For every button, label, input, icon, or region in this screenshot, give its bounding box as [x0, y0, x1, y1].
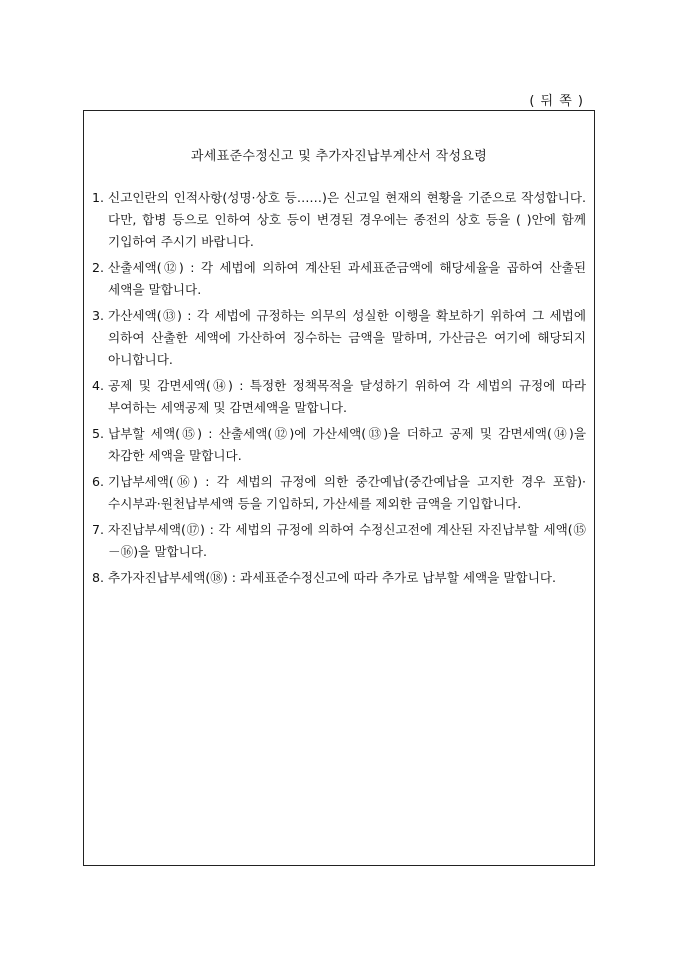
item-number: 7.	[92, 522, 105, 537]
instruction-item	[92, 423, 586, 467]
instruction-item	[92, 305, 586, 371]
page-side-label: ( 뒤 쪽 )	[529, 94, 584, 109]
document-frame	[83, 110, 595, 866]
instruction-item	[92, 567, 586, 589]
item-text: 기납부세액(⑯) : 각 세법의 규정에 의한 중간예납(중간예납을 고지한 경우 포함)·수시부과·원천납부세액 등을 기입하되, 가산세를 제외한 금액을 기입합니다.	[108, 474, 586, 511]
item-text: 자진납부세액(⑰) : 각 세법의 규정에 의하여 수정신고전에 계산된 자진납부할 세액(⑮－⑯)을 말합니다.	[108, 522, 586, 559]
item-text: 공제 및 감면세액(⑭) : 특정한 정책목적을 달성하기 위하여 각 세법의 규정에 따라 부여하는 세액공제 및 감면세액을 말합니다.	[108, 378, 586, 415]
item-number: 5.	[92, 426, 105, 441]
instruction-item	[92, 257, 586, 301]
item-number: 4.	[92, 378, 105, 393]
instruction-item	[92, 187, 586, 253]
instruction-item	[92, 471, 586, 515]
instruction-list	[92, 187, 586, 593]
instruction-item	[92, 375, 586, 419]
item-number: 2.	[92, 260, 105, 275]
item-text: 추가자진납부세액(⑱) : 과세표준수정신고에 따라 추가로 납부할 세액을 말합니다.	[108, 570, 557, 585]
item-text: 납부할 세액(⑮) : 산출세액(⑫)에 가산세액(⑬)을 더하고 공제 및 감면세액(⑭)을 차감한 세액을 말합니다.	[108, 426, 586, 463]
item-number: 6.	[92, 474, 105, 489]
instruction-item	[92, 519, 586, 563]
item-text: 신고인란의 인적사항(성명·상호 등……)은 신고일 현재의 현황을 기준으로 작성합니다. 다만, 합병 등으로 인하여 상호 등이 변경된 경우에는 종전의 상호 등을 ( )안에 함께 기입하여 주시기 바랍니다.	[108, 190, 586, 249]
item-number: 3.	[92, 308, 105, 323]
item-text: 가산세액(⑬) : 각 세법에 규정하는 의무의 성실한 이행을 확보하기 위하여 그 세법에 의하여 산출한 세액에 가산하여 징수하는 금액을 말하며, 가산금은 여기에 해당되지 아니합니다.	[108, 308, 586, 367]
document-title: 과세표준수정신고 및 추가자진납부계산서 작성요령	[190, 149, 488, 164]
item-text: 산출세액(⑫) : 각 세법에 의하여 계산된 과세표준금액에 해당세율을 곱하여 산출된 세액을 말합니다.	[108, 260, 586, 297]
item-number: 1.	[92, 190, 105, 205]
item-number: 8.	[92, 570, 105, 585]
